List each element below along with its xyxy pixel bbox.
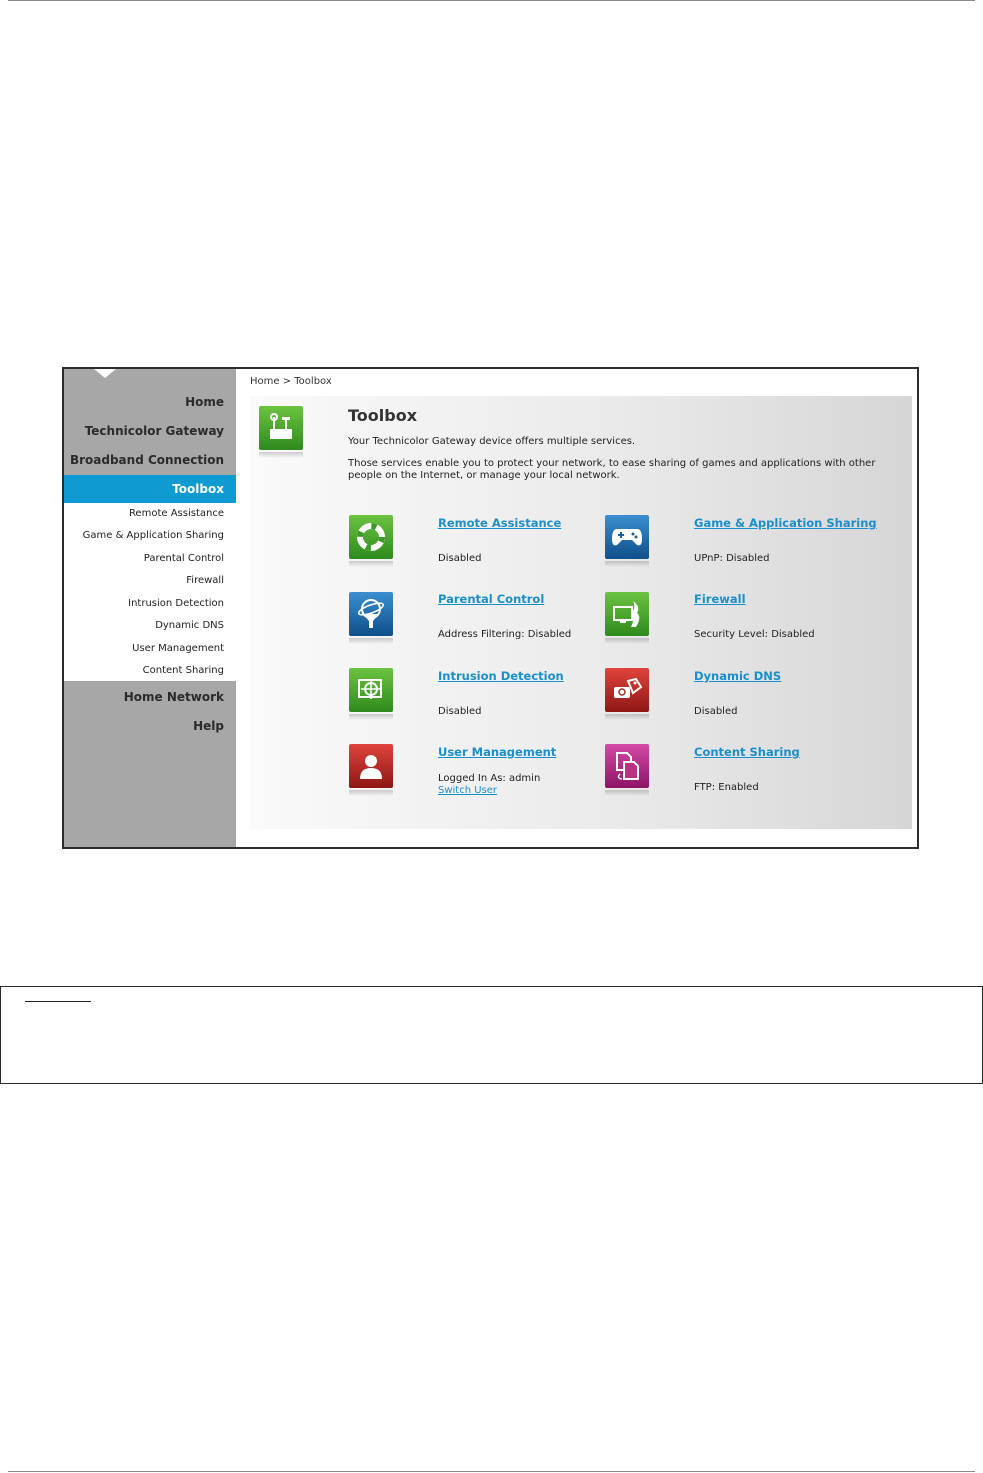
content-sharing-status: FTP: Enabled	[694, 782, 759, 793]
user-management-status: Logged In As: admin	[438, 773, 541, 784]
target-icon[interactable]	[349, 668, 393, 712]
parental-control-status: Address Filtering: Disabled	[438, 629, 572, 640]
page-top-rule	[8, 0, 975, 1]
subnav-dynamic-dns[interactable]: Dynamic DNS	[155, 620, 224, 631]
sidebar	[64, 369, 236, 847]
toolbox-icon	[259, 406, 303, 450]
intro-text-1: Your Technicolor Gateway device offers multiple services.	[348, 436, 636, 447]
nav-home[interactable]: Home	[185, 395, 224, 409]
subnav-game-application-sharing[interactable]: Game & Application Sharing	[82, 530, 224, 541]
note-label-underline	[25, 1001, 91, 1002]
subnav-remote-assistance[interactable]: Remote Assistance	[128, 508, 224, 519]
nav-home-network[interactable]: Home Network	[123, 690, 224, 704]
toolbox-panel	[250, 396, 912, 829]
page-bottom-rule	[8, 1471, 975, 1472]
intro-text-2: Those services enable you to protect your network, to ease sharing of games and applications with other people on the Internet, or manage your local network.	[348, 458, 876, 481]
switch-user-link[interactable]: Switch User	[438, 785, 498, 796]
firewall-icon[interactable]	[605, 592, 649, 636]
nav-toolbox[interactable]: Toolbox	[64, 475, 236, 503]
sidebar-notch	[94, 369, 116, 378]
page-title: Toolbox	[348, 406, 418, 425]
files-icon[interactable]	[605, 744, 649, 788]
lifebuoy-icon[interactable]	[349, 515, 393, 559]
nav-help[interactable]: Help	[193, 719, 224, 733]
user-icon[interactable]	[349, 744, 393, 788]
dynamic-dns-link[interactable]: Dynamic DNS	[694, 669, 782, 683]
subnav-intrusion-detection[interactable]: Intrusion Detection	[128, 598, 224, 609]
dns-tag-icon[interactable]	[605, 668, 649, 712]
dynamic-dns-status: Disabled	[694, 706, 738, 717]
game-application-sharing-status: UPnP: Disabled	[694, 553, 770, 564]
subnav-content-sharing[interactable]: Content Sharing	[142, 665, 224, 676]
nav-broadband-connection[interactable]: Broadband Connection	[69, 453, 224, 467]
note-box	[0, 986, 983, 1084]
firewall-link[interactable]: Firewall	[694, 592, 746, 606]
content-sharing-link[interactable]: Content Sharing	[694, 745, 800, 759]
subnav-parental-control[interactable]: Parental Control	[143, 553, 224, 564]
intrusion-detection-status: Disabled	[438, 706, 482, 717]
remote-assistance-link[interactable]: Remote Assistance	[438, 516, 562, 530]
toolbox-subnav	[64, 503, 236, 681]
game-application-sharing-link[interactable]: Game & Application Sharing	[694, 516, 877, 530]
breadcrumb: Home > Toolbox	[250, 376, 332, 387]
nav-technicolor-gateway[interactable]: Technicolor Gateway	[84, 424, 224, 438]
globe-funnel-icon[interactable]	[349, 592, 393, 636]
remote-assistance-status: Disabled	[438, 553, 482, 564]
parental-control-link[interactable]: Parental Control	[438, 592, 545, 606]
subnav-firewall[interactable]: Firewall	[186, 575, 224, 586]
user-management-link[interactable]: User Management	[438, 745, 557, 759]
intrusion-detection-link[interactable]: Intrusion Detection	[438, 669, 564, 683]
gamepad-icon[interactable]	[605, 515, 649, 559]
gateway-screenshot	[62, 367, 919, 849]
subnav-user-management[interactable]: User Management	[132, 643, 224, 654]
firewall-status: Security Level: Disabled	[694, 629, 815, 640]
